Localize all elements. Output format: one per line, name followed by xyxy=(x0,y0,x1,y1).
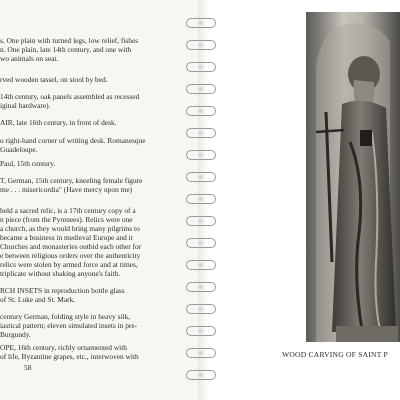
binding-ring xyxy=(186,40,216,50)
binding-ring xyxy=(186,238,216,248)
photo-caption: WOOD CARVING OF SAINT P xyxy=(282,350,388,359)
binding-ring xyxy=(186,348,216,358)
binding-ring xyxy=(186,260,216,270)
carved-figure-image xyxy=(306,12,400,342)
text-line: rved wooden tassel, on stool by bed. xyxy=(0,75,108,84)
binding-ring xyxy=(186,172,216,182)
binding-ring xyxy=(186,150,216,160)
text-line: Paul, 15th century. xyxy=(0,159,56,168)
binding-ring xyxy=(186,18,216,28)
text-line: e between religious orders over the authenticity xyxy=(0,251,141,260)
text-line: s. One plain with turned legs, low relief, fishes xyxy=(0,36,139,45)
text-line: Burgundy. xyxy=(0,330,31,339)
text-line: a church, as they would bring many pilgrims to xyxy=(0,224,140,233)
text-line: OPE, 16th century, richly ornamented with xyxy=(0,343,127,352)
right-page xyxy=(226,0,400,400)
binding-ring xyxy=(186,128,216,138)
binding-ring xyxy=(186,62,216,72)
text-line: Churches and monasteries outbid each other for xyxy=(0,242,142,251)
text-line: relics were stolen by armed force and at times, xyxy=(0,260,138,269)
text-line: triplicate without shaking anyone's faith. xyxy=(0,269,121,278)
binding-ring xyxy=(186,216,216,226)
binding-ring xyxy=(186,194,216,204)
spiral-binding xyxy=(178,0,226,400)
binding-ring xyxy=(186,106,216,116)
text-line: T, German, 15th century, kneeling female figure xyxy=(0,176,143,185)
text-line: n. One plain, late 14th century, and one with xyxy=(0,45,132,54)
wood-carving-photo xyxy=(306,12,400,342)
text-line: became a business in medieval Europe and it xyxy=(0,233,133,242)
text-line: RCH INSETS in reproduction bottle glass xyxy=(0,286,125,295)
text-line: n piece (from the Pyrenees). Relics were one xyxy=(0,215,133,224)
text-line: me . . . misericordia" (Have mercy upon me) xyxy=(0,185,133,194)
text-line: o right-hand corner of writing desk. Romanesque xyxy=(0,136,146,145)
text-line: 14th century, oak panels assembled as recessed xyxy=(0,92,140,101)
text-line: of life, Byzantine grapes, etc., interwoven with xyxy=(0,352,139,361)
binding-ring xyxy=(186,84,216,94)
text-line: of St. Luke and St. Mark. xyxy=(0,295,76,304)
text-line: century German, folding style in heavy silk, xyxy=(0,312,131,321)
text-line: iginal hardware). xyxy=(0,101,51,110)
text-line: held a sacred relic, is a 17th century copy of a xyxy=(0,206,136,215)
text-line: AIR, late 16th century, in front of desk. xyxy=(0,118,117,127)
text-line: iastical pattern; eleven simulated insets in pre- xyxy=(0,321,138,330)
binding-ring xyxy=(186,304,216,314)
binding-ring xyxy=(186,326,216,336)
page-number: 58 xyxy=(24,363,32,372)
text-line: Guadeloupe. xyxy=(0,145,38,154)
binding-ring xyxy=(186,370,216,380)
text-line: wo animals on seat. xyxy=(0,54,59,63)
binding-ring xyxy=(186,282,216,292)
